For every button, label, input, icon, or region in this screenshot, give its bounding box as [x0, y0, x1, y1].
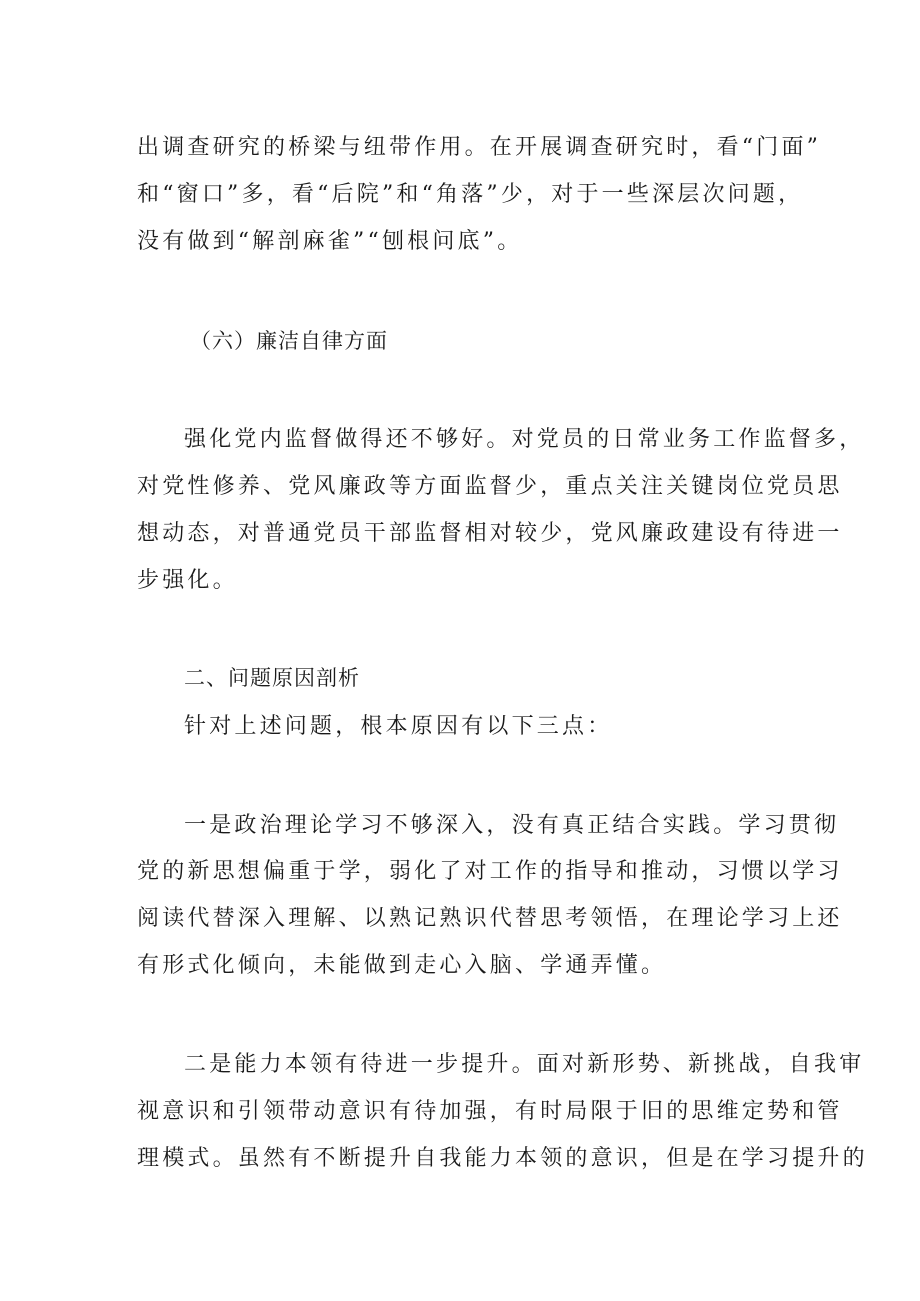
section-heading: （六）廉洁自律方面 [190, 329, 388, 353]
paragraph-line: 一是政治理论学习不够深入，没有真正结合实践。学习贯彻 [184, 813, 840, 838]
paragraph-line: 针对上述问题，根本原因有以下三点： [184, 714, 613, 739]
paragraph-line: 步强化。 [137, 568, 238, 593]
paragraph-line: 没有做到“解剖麻雀”“刨根问底”。 [137, 229, 523, 254]
paragraph-line: 出调查研究的桥梁与纽带作用。在开展调查研究时，看“门面” [137, 135, 822, 160]
paragraph-line: 阅读代替深入理解、以熟记熟识代替思考领悟，在理论学习上还 [137, 906, 843, 931]
section-heading: 二、问题原因剖析 [184, 666, 360, 690]
paragraph-line: 有形式化倾向，未能做到走心入脑、学通弄懂。 [137, 953, 667, 978]
paragraph-line: 党的新思想偏重于学，弱化了对工作的指导和推动，习惯以学习 [137, 859, 843, 884]
paragraph-line: 和“窗口”多，看“后院”和“角落”少，对于一些深层次问题， [137, 182, 804, 207]
paragraph-line: 视意识和引领带动意识有待加强，有时局限于旧的思维定势和管 [137, 1099, 843, 1124]
paragraph-line: 对党性修养、党风廉政等方面监督少，重点关注关键岗位党员思 [137, 474, 843, 499]
paragraph-line: 理模式。虽然有不断提升自我能力本领的意识，但是在学习提升的 [137, 1146, 868, 1171]
paragraph-line: 二是能力本领有待进一步提升。面对新形势、新挑战，自我审 [184, 1052, 865, 1077]
paragraph-line: 强化党内监督做得还不够好。对党员的日常业务工作监督多， [184, 427, 865, 452]
paragraph-line: 想动态，对普通党员干部监督相对较少，党风廉政建设有待进一 [137, 521, 843, 546]
